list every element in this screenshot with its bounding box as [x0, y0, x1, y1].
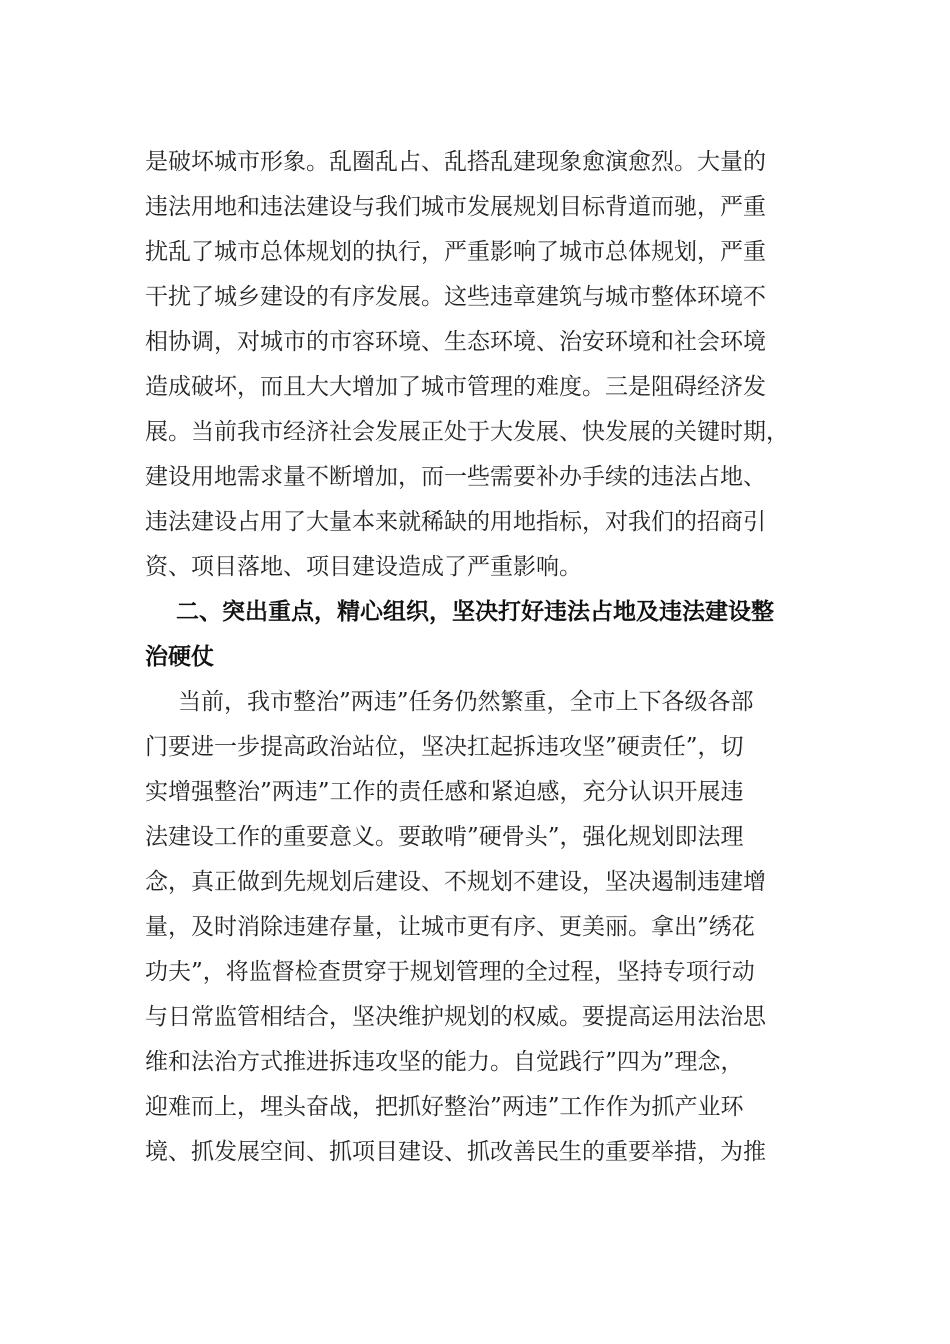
section-heading: 二、突出重点，精心组织，坚决打好违法占地及违法建设整 — [176, 599, 774, 625]
body-line: 干扰了城乡建设的有序发展。这些违章建筑与城市整体环境不 — [145, 284, 766, 310]
body-line: 门要进一步提高政治站位，坚决扛起拆违攻坚”硬责任”，切 — [145, 734, 744, 760]
body-line: 造成破坏，而且大大增加了城市管理的难度。三是阻碍经济发 — [145, 374, 766, 400]
body-line: 法建设工作的重要意义。要敢啃”硬骨头”，强化规划即法理 — [145, 824, 744, 850]
body-line: 与日常监管相结合，坚决维护规划的权威。要提高运用法治思 — [145, 1004, 766, 1030]
body-line: 实增强整治”两违”工作的责任感和紧迫感，充分认识开展违 — [145, 779, 744, 805]
section-heading: 治硬仗 — [145, 644, 214, 670]
body-line: 资、项目落地、项目建设造成了严重影响。 — [145, 554, 582, 580]
body-line: 违法建设占用了大量本来就稀缺的用地指标，对我们的招商引 — [145, 509, 766, 535]
body-line: 扰乱了城市总体规划的执行，严重影响了城市总体规划，严重 — [145, 239, 766, 265]
body-line: 违法用地和违法建设与我们城市发展规划目标背道而驰，严重 — [145, 194, 766, 220]
body-line: 境、抓发展空间、抓项目建设、抓改善民生的重要举措，为推 — [145, 1139, 766, 1165]
body-line: 功夫”，将监督检查贯穿于规划管理的全过程，坚持专项行动 — [145, 959, 755, 985]
body-line: 相协调，对城市的市容环境、生态环境、治安环境和社会环境 — [145, 329, 766, 355]
body-line: 展。当前我市经济社会发展正处于大发展、快发展的关键时期， — [145, 419, 789, 445]
body-line: 当前，我市整治”两违”任务仍然繁重，全市上下各级各部 — [178, 689, 754, 715]
body-line: 建设用地需求量不断增加，而一些需要补办手续的违法占地、 — [145, 464, 766, 490]
body-line: 量，及时消除违建存量，让城市更有序、更美丽。拿出”绣花 — [145, 914, 755, 940]
body-line: 是破坏城市形象。乱圈乱占、乱搭乱建现象愈演愈烈。大量的 — [145, 149, 766, 175]
body-line: 维和法治方式推进拆违攻坚的能力。自觉践行”四为”理念， — [145, 1049, 744, 1075]
body-line: 迎难而上，埋头奋战，把抓好整治”两违”工作作为抓产业环 — [145, 1094, 744, 1120]
body-line: 念，真正做到先规划后建设、不规划不建设，坚决遏制违建增 — [145, 869, 766, 895]
